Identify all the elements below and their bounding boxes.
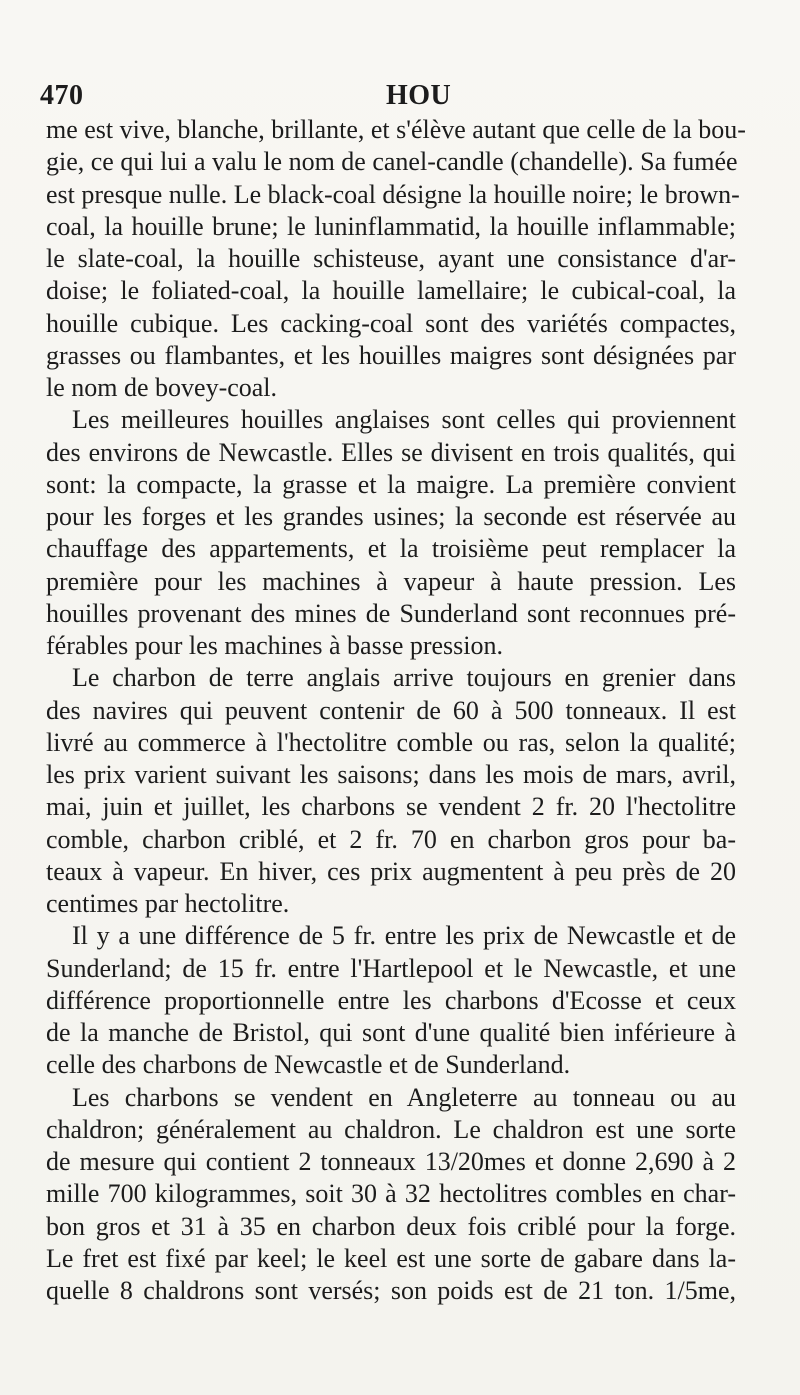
text-line: le nom de bovey-coal.: [46, 373, 278, 402]
text-line: doise; le foliated-coal, la houille lamellaire; le cubical-coal, la: [46, 276, 736, 306]
text-line: chaldron; généralement au chaldron. Le chaldron est une sorte: [46, 1114, 736, 1144]
text-line: quelle 8 chaldrons sont versés; son poids est de 21 ton. 1/5me,: [46, 1276, 736, 1305]
text-line: de mesure qui contient 2 tonneaux 13/20mes et donne 2,690 à 2: [46, 1147, 736, 1176]
text-line: Les charbons se vendent en Angleterre au tonneau ou au: [72, 1082, 736, 1112]
text-line: gie, ce qui lui a valu le nom de canel-candle (chandelle). Sa fumée: [46, 147, 738, 177]
text-line: bon gros et 31 à 35 en charbon deux fois criblé pour la forge.: [46, 1211, 736, 1241]
text-line: mille 700 kilogrammes, soit 30 à 32 hectolitres combles en char-: [46, 1179, 736, 1209]
body-text: [46, 114, 746, 1307]
text-line: différence proportionnelle entre les charbons d'Ecosse et ceux: [46, 985, 736, 1015]
text-line: livré au commerce à l'hectolitre comble ou ras, selon la qualité;: [46, 727, 736, 757]
text-line: grasses ou flambantes, et les houilles maigres sont désignées par: [46, 340, 736, 370]
text-line: houille cubique. Les cacking-coal sont des variétés compactes,: [46, 308, 736, 338]
text-line: Les meilleures houilles anglaises sont celles qui proviennent: [72, 405, 736, 435]
text-line: les prix varient suivant les saisons; dans les mois de mars, avril,: [46, 760, 736, 789]
running-head: HOU: [386, 80, 452, 111]
text-line: Le charbon de terre anglais arrive toujours en grenier dans: [72, 663, 736, 693]
text-line: le slate-coal, la houille schisteuse, ayant une consistance d'ar-: [46, 244, 736, 273]
text-line: chauffage des appartements, et la troisième peut remplacer la: [46, 534, 736, 564]
text-line: Il y a une différence de 5 fr. entre les prix de Newcastle et de: [72, 921, 736, 951]
text-line: première pour les machines à vapeur à haute pression. Les: [46, 566, 736, 596]
text-line: centimes par hectolitre.: [46, 889, 290, 918]
text-line: mai, juin et juillet, les charbons se vendent 2 fr. 20 l'hectolitre: [46, 792, 736, 822]
text-line: férables pour les machines à basse pression.: [46, 631, 504, 660]
text-line: Sunderland; de 15 fr. entre l'Hartlepool et le Newcastle, et une: [46, 953, 736, 983]
text-line: Le fret est fixé par keel; le keel est une sorte de gabare dans la-: [46, 1243, 736, 1273]
text-line: coal, la houille brune; le luninflammatid, la houille inflammable;: [46, 211, 736, 241]
page-number: 470: [40, 80, 84, 111]
text-line: des navires qui peuvent contenir de 60 à 500 tonneaux. Il est: [46, 695, 736, 725]
text-line: comble, charbon criblé, et 2 fr. 70 en charbon gros pour ba-: [46, 824, 736, 854]
text-line: celle des charbons de Newcastle et de Sunderland.: [46, 1050, 571, 1080]
text-line: me est vive, blanche, brillante, et s'élève autant que celle de la bou-: [46, 115, 746, 144]
page-header: [30, 80, 765, 114]
text-line: de la manche de Bristol, qui sont d'une qualité bien inférieure à: [46, 1018, 736, 1047]
text-line: pour les forges et les grandes usines; la seconde est réservée au: [46, 502, 736, 531]
text-line: houilles provenant des mines de Sunderland sont reconnues pré-: [46, 598, 736, 628]
text-line: teaux à vapeur. En hiver, ces prix augmentent à peu près de 20: [46, 856, 736, 886]
text-line: des environs de Newcastle. Elles se divisent en trois qualités, qui: [46, 437, 736, 467]
text-line: sont: la compacte, la grasse et la maigre. La première convient: [46, 469, 736, 499]
text-line: est presque nulle. Le black-coal désigne la houille noire; le brown-: [46, 179, 740, 209]
